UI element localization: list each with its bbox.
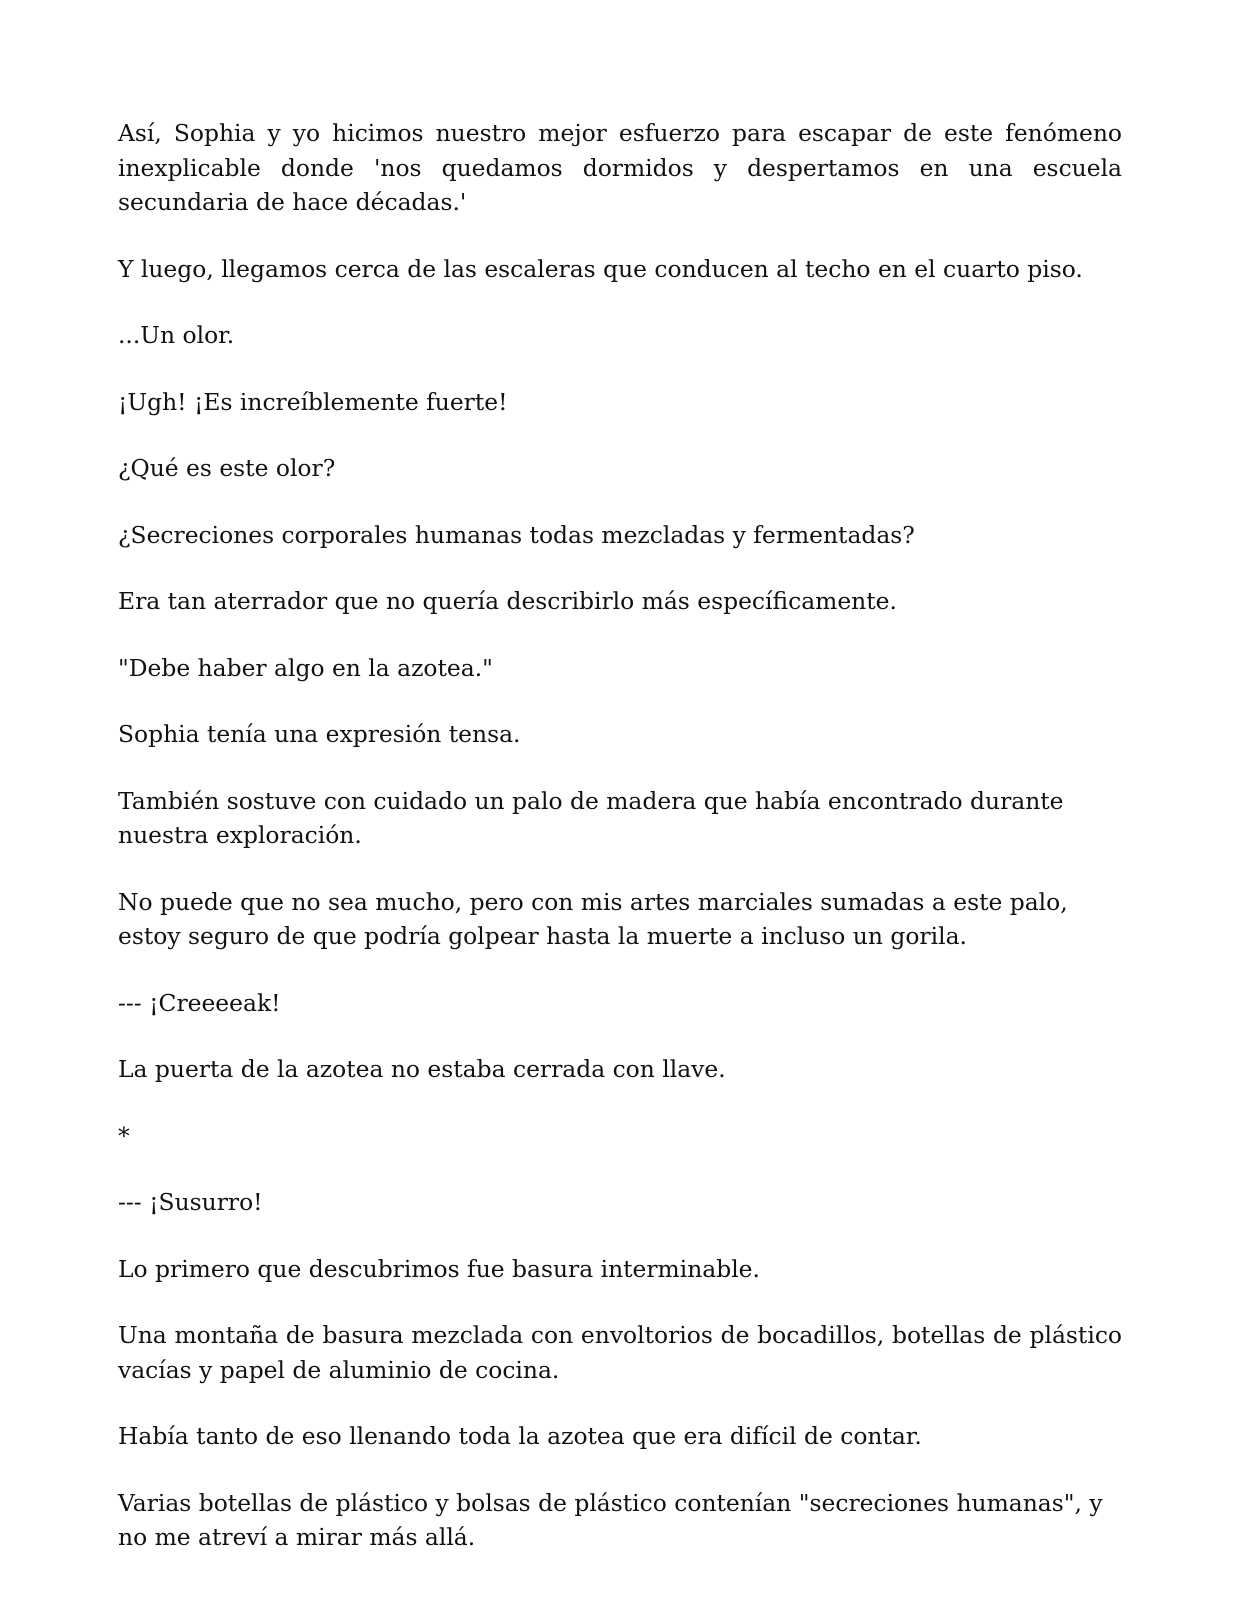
paragraph-5: ¿Qué es este olor?: [118, 454, 336, 482]
paragraph-12: --- ¡Creeeeak!: [118, 988, 281, 1017]
paragraph-1: Así, Sophia y yo hicimos nuestro mejor esfuerzo para escapar de este fenómeno inexplicable donde 'nos quedamos dormidos y despertamos en una escuela secundaria de hace décadas.': [118, 119, 1122, 216]
paragraph-3: ...Un olor.: [118, 321, 235, 349]
paragraph-17: Una montaña de basura mezclada con envoltorios de bocadillos, botellas de plástico vacías y papel de aluminio de cocina.: [118, 1321, 1122, 1384]
paragraph-4: ¡Ugh! ¡Es increíblemente fuerte!: [118, 387, 508, 416]
paragraph-6: ¿Secreciones corporales humanas todas mezcladas y fermentadas?: [118, 520, 915, 549]
scene-break: *: [118, 1121, 130, 1150]
paragraph-15: --- ¡Susurro!: [118, 1188, 263, 1216]
document-page: [118, 116, 1122, 1587]
paragraph-10: También sostuve con cuidado un palo de madera que había encontrado durante nuestra exploración.: [118, 786, 1064, 849]
paragraph-7: Era tan aterrador que no quería describirlo más específicamente.: [118, 587, 897, 615]
paragraph-19: Varias botellas de plástico y bolsas de plástico contenían "secreciones humanas", y no me atreví a mirar más allá.: [118, 1488, 1103, 1551]
paragraph-9: Sophia tenía una expresión tensa.: [118, 720, 521, 748]
paragraph-13: La puerta de la azotea no estaba cerrada con llave.: [118, 1055, 726, 1083]
paragraph-16: Lo primero que descubrimos fue basura interminable.: [118, 1254, 760, 1283]
paragraph-18: Había tanto de eso llenando toda la azotea que era difícil de contar.: [118, 1422, 922, 1450]
paragraph-11: No puede que no sea mucho, pero con mis artes marciales sumadas a este palo, estoy seguro de que podría golpear hasta la muerte a incluso un gorila.: [118, 887, 1068, 950]
paragraph-8: "Debe haber algo en la azotea.": [118, 653, 493, 682]
paragraph-2: Y luego, llegamos cerca de las escaleras que conducen al techo en el cuarto piso.: [118, 254, 1083, 283]
